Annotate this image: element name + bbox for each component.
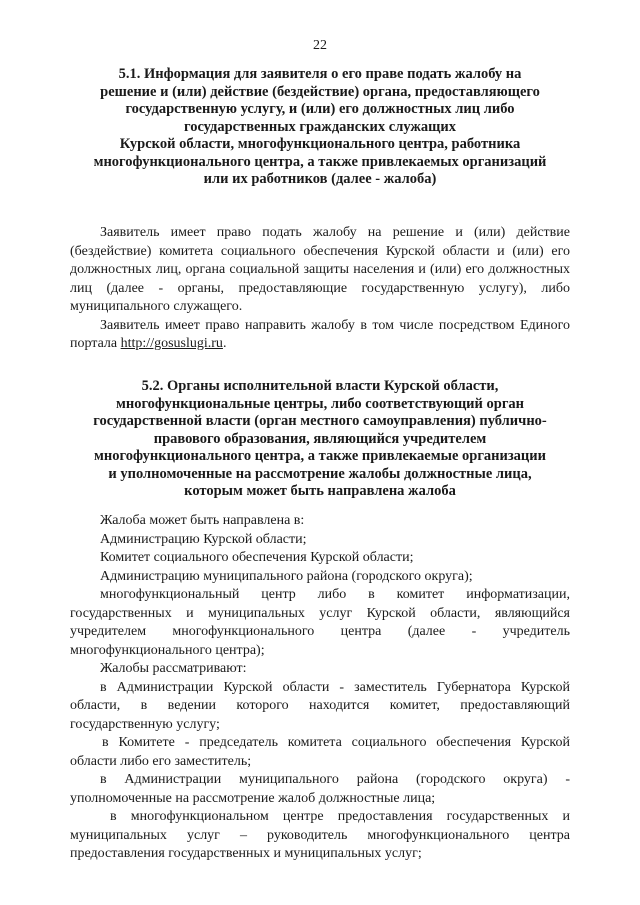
paragraph: Жалобы рассматривают: [100,661,247,676]
paragraph: Заявитель имеет право подать жалобу на решение и (или) действие (бездействие) комитета социального обеспечения Курской области и (или) его должностных лиц, органа социальной защиты населения и (или) его должностных лиц (далее - органы, предоставляющие государственную услугу), либо муниципального служащего. [70,225,570,314]
page-number: 22 [313,38,327,53]
list-item: Администрацию Курской области; [100,531,307,547]
heading-line: правового образования, являющийся учредителем [153,430,487,447]
paragraph-portal [70,317,570,354]
list-item: Комитет социального обеспечения Курской области; [100,550,414,565]
heading-line: Курской области, многофункционального центра, работника [119,136,521,152]
portal-text: Заявитель имеет право направить жалобу в том числе посредством Единого портала [70,317,570,351]
list-item: многофункциональный центр либо в комитет информатизации, государственных и муниципальных услуг Курской области, являющийся учредителем многофункционального центра (далее - учредитель многофункционального центра); [70,587,570,658]
list-item: в Администрации Курской области - заместитель Губернатора Курской области, в ведении которого находится комитет, предоставляющий государственную услугу; [70,679,570,732]
heading-line: многофункционального центра, а также привлекаемые организации [93,448,546,464]
portal-end: . [222,336,227,351]
heading-line: 5.1. Информация для заявителя о его праве подать жалобу на [118,66,522,82]
gosuslugi-link[interactable]: http://gosuslugi.ru [120,336,223,351]
heading-line: многофункциональные центры, либо соответствующий орган [115,395,525,412]
paragraph: Жалоба может быть направлена в: [100,513,305,528]
list-item: в Администрации муниципального района (городского округа) - уполномоченные на рассмотрение жалоб должностные лица; [70,772,570,806]
heading-line: решение и (или) действие (бездействие) органа, предоставляющего [100,83,540,100]
heading-line: государственных гражданских служащих [183,118,457,135]
heading-line: 5.2. Органы исполнительной власти Курской области, [141,378,499,394]
heading-line: которым может быть направлена жалоба [184,483,456,499]
heading-line: многофункционального центра, а также привлекаемых организаций [93,153,547,170]
section-5-2-heading [70,378,570,501]
heading-line: или их работников (далее - жалоба) [203,171,437,187]
section-5-1-body [70,224,570,354]
section-5-2-body [70,512,570,864]
section-5-1-heading [70,66,570,189]
list-item: в многофункциональном центре предоставления государственных и муниципальных услуг – руководитель многофункционального центра предоставления государственных и муниципальных услуг; [70,809,570,861]
list-item: в Комитете - председатель комитета социального обеспечения Курской области либо его заместитель; [70,735,570,769]
heading-line: и уполномоченные на рассмотрение жалобы должностные лица, [108,465,532,482]
heading-line: государственную услугу, и (или) его должностных лиц либо [125,101,515,117]
heading-line: государственной власти (орган местного самоуправления) публично- [93,413,547,429]
list-item: Администрацию муниципального района (городского округа); [100,568,473,584]
